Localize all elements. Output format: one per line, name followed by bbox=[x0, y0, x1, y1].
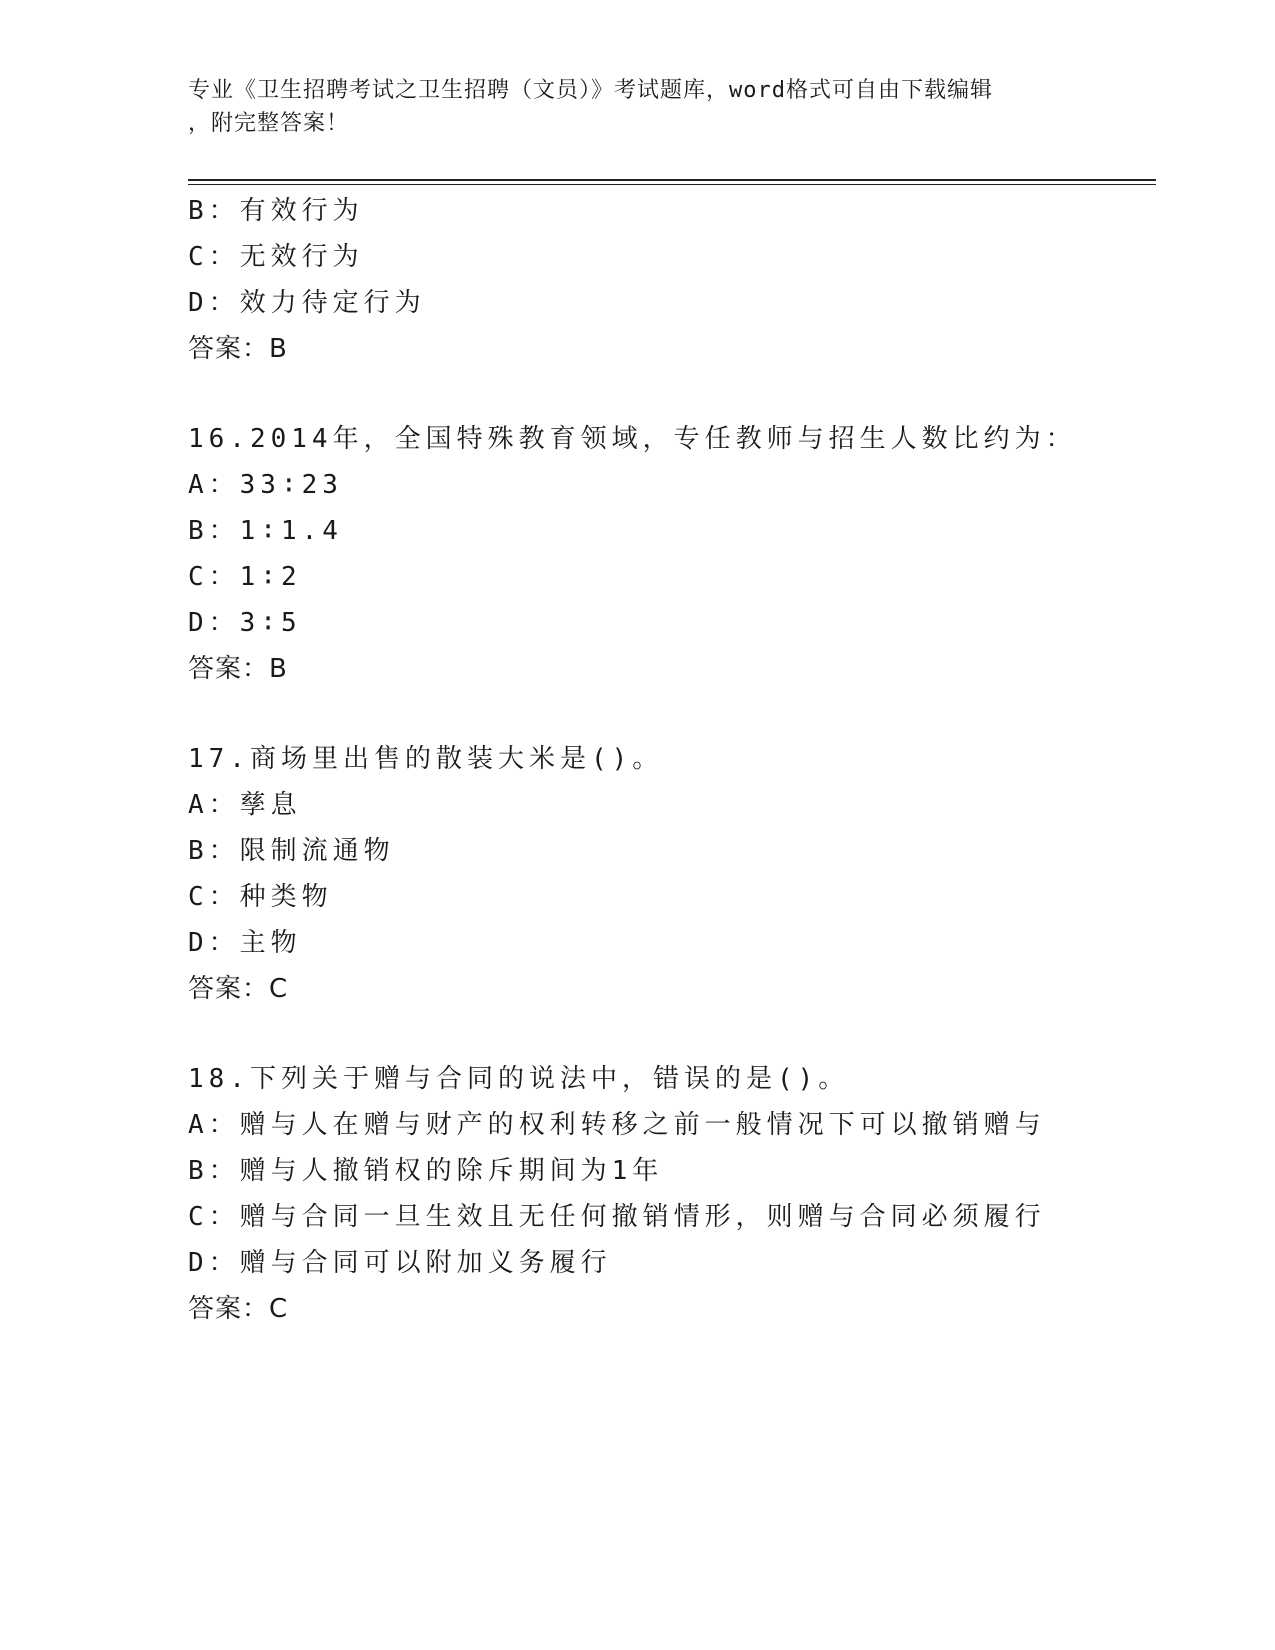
question-list bbox=[188, 188, 1168, 1332]
header-divider-thick bbox=[188, 179, 1156, 181]
question-17 bbox=[188, 736, 1168, 1012]
question-16 bbox=[188, 416, 1168, 692]
spacer bbox=[188, 692, 1168, 736]
question-stem: 17.商场里出售的散装大米是()。 bbox=[188, 744, 664, 774]
option-b: B：有效行为 bbox=[188, 196, 364, 226]
option-c: C：无效行为 bbox=[188, 242, 364, 272]
document-header bbox=[188, 74, 1088, 140]
header-divider-thin bbox=[188, 184, 1156, 185]
option-a: A：孳息 bbox=[188, 790, 302, 820]
option-b: B：限制流通物 bbox=[188, 836, 395, 866]
header-line-1: 专业《卫生招聘考试之卫生招聘（文员）》考试题库，word格式可自由下载编辑 bbox=[188, 78, 993, 103]
question-15-continued bbox=[188, 188, 1168, 372]
answer-line: 答案：C bbox=[188, 974, 289, 1004]
option-c: C：种类物 bbox=[188, 882, 333, 912]
option-b: B：赠与人撤销权的除斥期间为1年 bbox=[188, 1156, 664, 1186]
question-18 bbox=[188, 1056, 1168, 1332]
question-stem: 16.2014年，全国特殊教育领域，专任教师与招生人数比约为： bbox=[188, 424, 1077, 454]
option-d: D：赠与合同可以附加义务履行 bbox=[188, 1248, 612, 1278]
answer-line: 答案：B bbox=[188, 654, 288, 684]
option-a: A：赠与人在赠与财产的权利转移之前一般情况下可以撤销赠与 bbox=[188, 1110, 1046, 1140]
spacer bbox=[188, 1012, 1168, 1056]
option-d: D：3∶5 bbox=[188, 608, 302, 638]
option-d: D：主物 bbox=[188, 928, 302, 958]
header-line-2: ，附完整答案！ bbox=[188, 111, 350, 136]
answer-line: 答案：C bbox=[188, 1294, 289, 1324]
option-c: C：赠与合同一旦生效且无任何撤销情形，则赠与合同必须履行 bbox=[188, 1202, 1046, 1232]
option-c: C：1∶2 bbox=[188, 562, 302, 592]
option-d: D：效力待定行为 bbox=[188, 288, 426, 318]
option-a: A：33∶23 bbox=[188, 470, 343, 500]
question-stem: 18.下列关于赠与合同的说法中，错误的是()。 bbox=[188, 1064, 850, 1094]
spacer bbox=[188, 372, 1168, 416]
answer-line: 答案：B bbox=[188, 334, 288, 364]
option-b: B：1∶1.4 bbox=[188, 516, 343, 546]
